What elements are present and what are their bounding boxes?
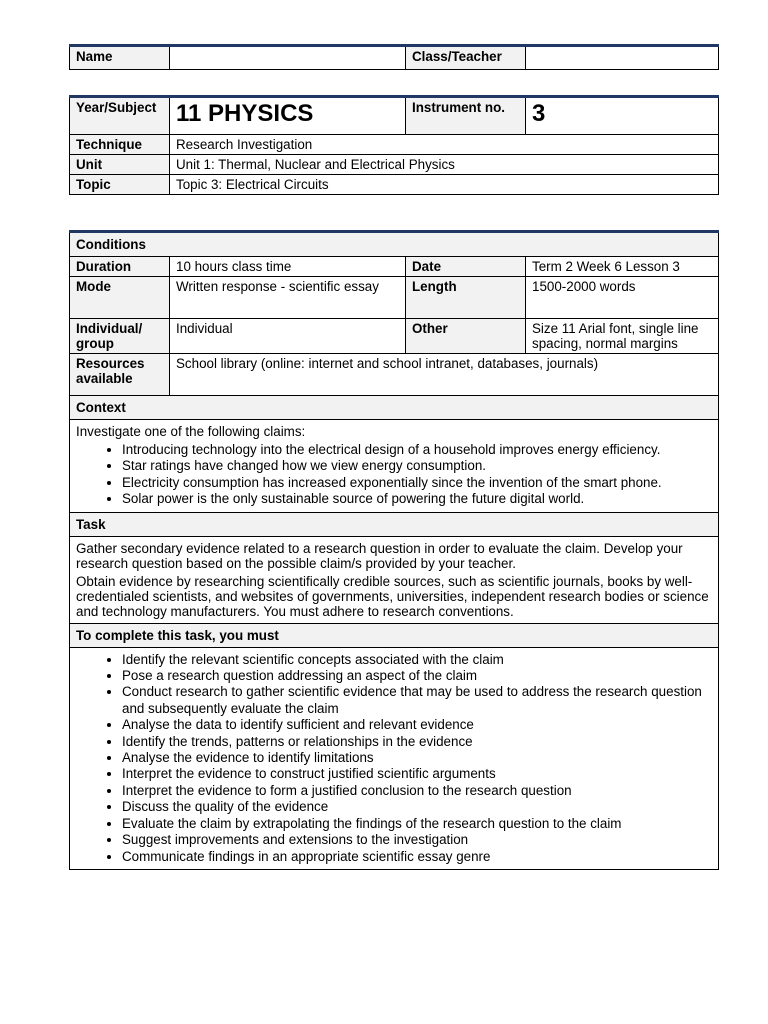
task-body [70,536,719,623]
requirement-item: • Suggest improvements and extensions to the investigation [122,832,712,848]
context-heading: Context [70,396,719,420]
resources-value: School library (online: internet and school intranet, databases, journals) [170,354,719,396]
other-value: Size 11 Arial font, single line spacing, normal margins [526,319,719,354]
instrument-label: Instrument no. [406,97,526,135]
requirement-item: • Identify the trends, patterns or relationships in the evidence [122,734,712,750]
requirement-item: • Analyse the evidence to identify limitations [122,750,712,766]
individual-group-value: Individual [170,319,406,354]
individual-group-label: Individual/ group [70,319,170,354]
mode-label: Mode [70,277,170,319]
date-label: Date [406,257,526,277]
unit-value: Unit 1: Thermal, Nuclear and Electrical Physics [170,155,719,175]
conditions-table [69,230,719,870]
requirement-item: • Analyse the data to identify sufficient and relevant evidence [122,717,712,733]
context-body [70,420,719,513]
requirement-item: • Pose a research question addressing an aspect of the claim [122,668,712,684]
requirement-item: • Evaluate the claim by extrapolating the findings of the research question to the claim [122,816,712,832]
length-value: 1500-2000 words [526,277,719,319]
task-heading: Task [70,512,719,536]
year-subject-label: Year/Subject [70,97,170,135]
requirement-item: • Conduct research to gather scientific evidence that may be used to address the research question and subsequently evaluate the claim [122,684,712,717]
length-label: Length [406,277,526,319]
name-label: Name [70,46,170,70]
task-paragraph-2: Obtain evidence by researching scientifically credible sources, such as scientific journals, books by well-credentialed scientists, and websites of governments, universities, independent research bodies or science and technology manufacturers. You must adhere to research conventions. [76,573,709,619]
topic-value: Topic 3: Electrical Circuits [170,175,719,195]
claim-item: • Electricity consumption has increased exponentially since the invention of the smart phone. [122,475,712,491]
requirement-item: • Discuss the quality of the evidence [122,799,712,815]
requirements-heading: To complete this task, you must [70,623,719,647]
requirements-body [70,647,719,869]
requirement-item: • Identify the relevant scientific concepts associated with the claim [122,652,712,668]
name-class-table [69,44,719,70]
requirement-item: • Interpret the evidence to construct justified scientific arguments [122,766,712,782]
other-label: Other [406,319,526,354]
context-intro: Investigate one of the following claims: [76,424,306,439]
class-teacher-label: Class/Teacher [406,46,526,70]
topic-label: Topic [70,175,170,195]
name-field[interactable] [170,46,406,70]
claim-item: • Star ratings have changed how we view energy consumption. [122,458,712,474]
requirements-list [76,652,712,865]
info-table [69,95,719,195]
instrument-value: 3 [526,97,719,135]
claim-item: • Introducing technology into the electrical design of a household improves energy efficiency. [122,442,712,458]
claims-list [76,442,712,508]
conditions-heading: Conditions [70,232,719,257]
technique-value: Research Investigation [170,135,719,155]
year-subject-value: 11 PHYSICS [170,97,406,135]
requirement-item: • Communicate findings in an appropriate scientific essay genre [122,849,712,865]
resources-label: Resources available [70,354,170,396]
date-value: Term 2 Week 6 Lesson 3 [526,257,719,277]
duration-value: 10 hours class time [170,257,406,277]
claim-item: • Solar power is the only sustainable source of powering the future digital world. [122,491,712,507]
task-paragraph-1: Gather secondary evidence related to a research question in order to evaluate the claim. Develop your research question based on the possible claim/s provided by your teacher. [76,540,683,571]
technique-label: Technique [70,135,170,155]
unit-label: Unit [70,155,170,175]
mode-value: Written response - scientific essay [170,277,406,319]
requirement-item: • Interpret the evidence to form a justified conclusion to the research question [122,783,712,799]
duration-label: Duration [70,257,170,277]
class-teacher-field[interactable] [526,46,719,70]
